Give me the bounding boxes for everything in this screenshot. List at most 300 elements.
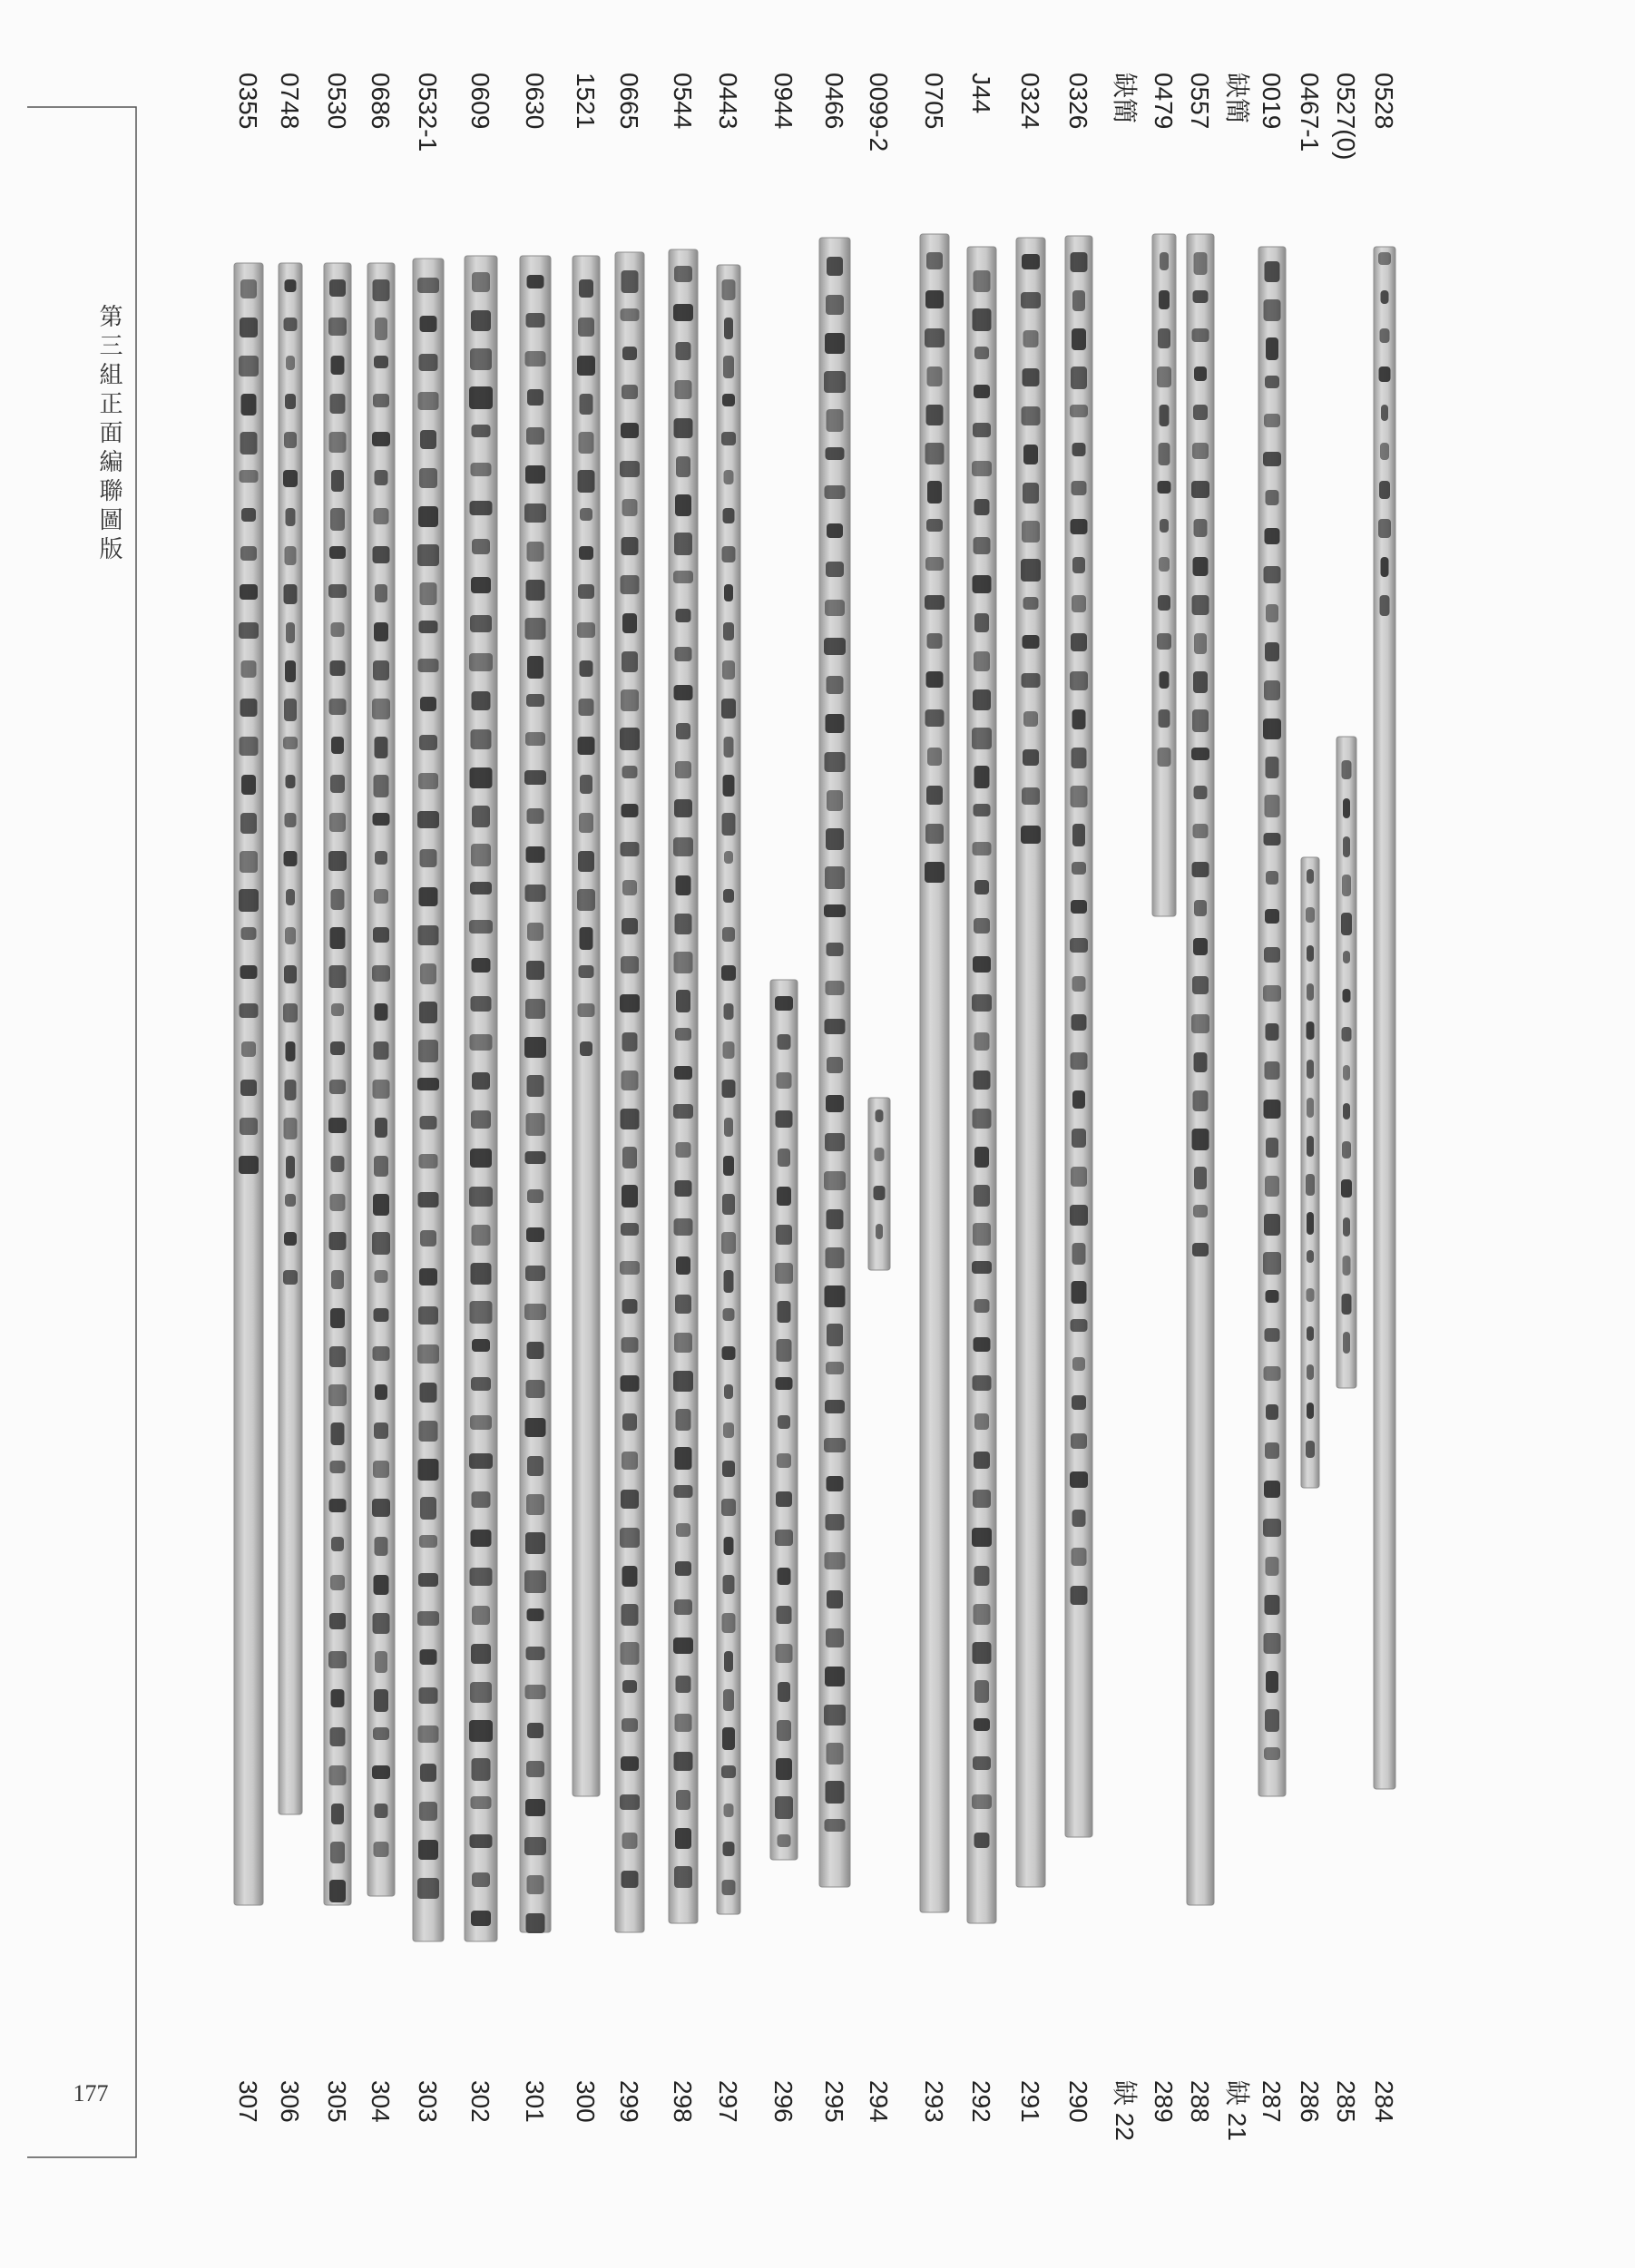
- ink-glyph: [1265, 642, 1279, 661]
- ink-glyph: [1343, 1065, 1350, 1080]
- ink-glyph: [1192, 862, 1209, 877]
- ink-glyph: [675, 761, 691, 778]
- ink-glyph: [373, 1346, 390, 1361]
- ink-glyph: [825, 485, 846, 499]
- ink-glyph: [776, 1225, 792, 1245]
- ink-glyph: [1070, 1205, 1088, 1226]
- ink-glyph: [1265, 795, 1280, 817]
- ink-glyph: [1266, 604, 1278, 622]
- ink-glyph: [1072, 481, 1087, 495]
- ink-glyph: [974, 347, 989, 359]
- ink-glyph: [724, 1804, 734, 1817]
- ink-glyph: [974, 1680, 989, 1703]
- ink-glyph: [331, 356, 345, 375]
- ink-glyph: [775, 1796, 793, 1819]
- ink-glyph: [241, 394, 257, 415]
- ink-glyph: [1023, 330, 1039, 347]
- ink-glyph: [286, 1041, 296, 1061]
- ink-glyph: [723, 356, 734, 378]
- ink-glyph: [1071, 1319, 1088, 1332]
- ink-glyph: [827, 943, 844, 956]
- original-slip-number: 1521: [572, 73, 600, 130]
- ink-glyph: [874, 1186, 886, 1200]
- ink-glyph: [1072, 595, 1086, 612]
- ink-glyph: [676, 342, 691, 360]
- ink-glyph: [1342, 1027, 1352, 1041]
- ink-glyph: [673, 1371, 693, 1392]
- arranged-slip-number: 301: [521, 2080, 549, 2123]
- ink-glyph: [722, 927, 735, 942]
- ink-glyph: [578, 318, 594, 337]
- ink-glyph: [974, 270, 991, 292]
- ink-glyph: [525, 618, 546, 640]
- bamboo-slip: [920, 234, 949, 1912]
- ink-glyph: [331, 1270, 344, 1289]
- ink-glyph: [417, 1344, 439, 1364]
- ink-glyph: [328, 584, 347, 598]
- ink-glyph: [420, 582, 437, 605]
- ink-glyph: [1022, 254, 1040, 269]
- original-slip-number: 0355: [234, 73, 262, 130]
- ink-glyph: [374, 1575, 389, 1595]
- ink-glyph: [1265, 1709, 1279, 1732]
- ink-glyph: [722, 279, 736, 300]
- ink-glyph: [1072, 862, 1086, 875]
- ink-glyph: [1194, 1052, 1208, 1072]
- ink-glyph: [927, 481, 942, 503]
- ink-glyph: [676, 1142, 691, 1158]
- bamboo-slip: [1187, 234, 1214, 1905]
- ink-glyph: [580, 394, 593, 415]
- ink-glyph: [420, 430, 436, 449]
- ink-glyph: [241, 660, 257, 678]
- ink-glyph: [1378, 252, 1391, 265]
- original-slip-number: 0630: [521, 73, 549, 130]
- ink-glyph: [420, 316, 437, 332]
- ink-glyph: [1307, 869, 1314, 884]
- ink-glyph: [1343, 1332, 1350, 1354]
- ink-glyph: [778, 1034, 791, 1050]
- ink-glyph: [1194, 252, 1208, 275]
- ink-glyph: [675, 914, 692, 934]
- ink-glyph: [1342, 760, 1352, 779]
- ink-glyph: [825, 1552, 846, 1569]
- ink-glyph: [925, 290, 944, 308]
- ink-glyph: [1307, 1326, 1314, 1341]
- ink-glyph: [525, 1266, 545, 1281]
- ink-glyph: [1158, 481, 1171, 494]
- ink-glyph: [471, 1530, 492, 1547]
- ink-glyph: [470, 1568, 493, 1586]
- ink-glyph: [778, 1682, 790, 1702]
- ink-glyph: [418, 1192, 439, 1207]
- ink-glyph: [420, 1764, 436, 1782]
- ink-glyph: [331, 1003, 344, 1016]
- ink-glyph: [826, 1628, 844, 1647]
- ink-glyph: [622, 347, 637, 360]
- ink-glyph: [777, 1072, 792, 1089]
- ink-glyph: [525, 1799, 545, 1816]
- ink-glyph: [723, 1156, 734, 1176]
- bamboo-slip: [717, 265, 740, 1914]
- ink-glyph: [1343, 1256, 1351, 1276]
- ink-glyph: [676, 1676, 691, 1693]
- ink-glyph: [418, 1725, 439, 1743]
- ink-glyph: [1070, 671, 1088, 690]
- ink-glyph: [973, 1375, 992, 1391]
- ink-glyph: [375, 318, 387, 340]
- arranged-slip-number: 缺 21: [1223, 2080, 1251, 2141]
- ink-glyph: [1191, 748, 1209, 760]
- slip-strip: [1374, 247, 1395, 1789]
- original-slip-number: 0479: [1150, 73, 1178, 130]
- ink-glyph: [472, 1225, 491, 1246]
- ink-glyph: [1023, 635, 1040, 649]
- ink-glyph: [622, 651, 638, 672]
- ink-glyph: [471, 463, 492, 476]
- ink-glyph: [375, 584, 387, 602]
- ink-glyph: [577, 622, 595, 638]
- ink-glyph: [1192, 976, 1209, 994]
- ink-glyph: [284, 432, 297, 448]
- ink-glyph: [827, 1209, 844, 1229]
- ink-glyph: [330, 1308, 345, 1328]
- ink-glyph: [724, 737, 734, 758]
- ink-glyph: [676, 990, 690, 1012]
- ink-glyph: [676, 723, 690, 739]
- ink-glyph: [417, 1078, 439, 1090]
- ink-glyph: [1160, 671, 1170, 689]
- ink-glyph: [470, 767, 493, 788]
- ink-glyph: [419, 468, 437, 488]
- ink-glyph: [286, 356, 295, 370]
- bamboo-slip: [967, 247, 996, 1923]
- ink-glyph: [724, 1537, 734, 1555]
- ink-glyph: [622, 499, 638, 516]
- ink-glyph: [927, 748, 942, 766]
- arranged-slip-number: 289: [1150, 2080, 1178, 2123]
- ink-glyph: [778, 1415, 790, 1429]
- ink-glyph: [972, 994, 992, 1012]
- ink-glyph: [674, 1485, 693, 1498]
- ink-glyph: [674, 418, 693, 438]
- ink-glyph: [373, 546, 390, 563]
- ink-glyph: [622, 270, 639, 293]
- ink-glyph: [1264, 299, 1281, 321]
- ink-glyph: [286, 889, 295, 905]
- ink-glyph: [526, 694, 544, 707]
- ink-glyph: [285, 1194, 296, 1207]
- ink-glyph: [329, 1765, 347, 1785]
- ink-glyph: [329, 1880, 346, 1902]
- ink-glyph: [974, 1070, 991, 1090]
- ink-glyph: [1342, 1294, 1352, 1315]
- ink-glyph: [622, 880, 637, 895]
- ink-glyph: [1072, 1129, 1086, 1148]
- ink-glyph: [420, 1230, 436, 1246]
- ink-glyph: [1071, 1586, 1088, 1605]
- ink-glyph: [674, 799, 692, 817]
- ink-glyph: [827, 1590, 843, 1608]
- ink-glyph: [673, 1104, 693, 1119]
- ink-glyph: [472, 425, 491, 437]
- ink-glyph: [1264, 1633, 1281, 1654]
- ink-glyph: [375, 470, 388, 485]
- ink-glyph: [1194, 367, 1207, 381]
- ink-glyph: [1342, 1141, 1351, 1158]
- ink-glyph: [622, 766, 638, 778]
- ink-glyph: [330, 660, 346, 676]
- ink-glyph: [419, 1002, 437, 1023]
- ink-glyph: [372, 432, 390, 446]
- ink-glyph: [825, 1133, 845, 1151]
- ink-glyph: [722, 546, 736, 562]
- ink-glyph: [974, 1566, 990, 1586]
- ink-glyph: [1264, 1214, 1280, 1236]
- ink-glyph: [331, 889, 345, 910]
- ink-glyph: [1193, 938, 1208, 955]
- ink-glyph: [1072, 748, 1087, 768]
- ink-glyph: [330, 775, 345, 793]
- ink-glyph: [527, 656, 543, 679]
- ink-glyph: [372, 1232, 390, 1255]
- arranged-slip-number: 307: [234, 2080, 262, 2123]
- ink-glyph: [472, 1606, 490, 1625]
- ink-glyph: [527, 275, 544, 288]
- ink-glyph: [676, 456, 690, 477]
- ink-glyph: [1072, 1090, 1085, 1109]
- ink-glyph: [1343, 836, 1350, 857]
- ink-glyph: [778, 1834, 791, 1847]
- ink-glyph: [240, 318, 258, 337]
- bamboo-slip: [868, 1098, 890, 1270]
- ink-glyph: [1071, 1167, 1087, 1187]
- ink-glyph: [329, 432, 347, 453]
- arranged-slip-number: 291: [1016, 2080, 1044, 2123]
- ink-glyph: [329, 1232, 347, 1250]
- ink-glyph: [724, 851, 733, 864]
- ink-glyph: [373, 1194, 389, 1216]
- ink-glyph: [776, 1758, 792, 1780]
- ink-glyph: [580, 775, 592, 794]
- ink-glyph: [621, 1375, 640, 1392]
- ink-glyph: [675, 494, 691, 516]
- ink-glyph: [622, 1452, 638, 1470]
- ink-glyph: [1263, 1252, 1281, 1275]
- ink-glyph: [1266, 1557, 1279, 1576]
- ink-glyph: [1381, 290, 1389, 304]
- ink-glyph: [724, 470, 734, 484]
- ink-glyph: [374, 1308, 389, 1322]
- ink-glyph: [374, 1156, 388, 1177]
- ink-glyph: [525, 999, 545, 1019]
- ink-glyph: [419, 621, 438, 633]
- ink-glyph: [972, 1528, 992, 1547]
- ink-glyph: [1265, 261, 1280, 282]
- ink-glyph: [527, 1075, 544, 1097]
- ink-glyph: [826, 562, 844, 577]
- ink-glyph: [775, 1263, 793, 1284]
- ink-glyph: [974, 1032, 990, 1051]
- ink-glyph: [825, 1286, 846, 1307]
- ink-glyph: [674, 1066, 692, 1080]
- ink-glyph: [373, 1080, 390, 1099]
- ink-glyph: [331, 1537, 344, 1551]
- ink-glyph: [331, 1422, 345, 1445]
- original-slip-number: J44: [967, 73, 995, 114]
- ink-glyph: [723, 775, 735, 797]
- ink-glyph: [777, 1720, 791, 1741]
- ink-glyph: [419, 1268, 437, 1286]
- ink-glyph: [1307, 1364, 1314, 1380]
- ink-glyph: [375, 1384, 387, 1400]
- ink-glyph: [525, 351, 546, 367]
- ink-glyph: [419, 1535, 437, 1548]
- ink-glyph: [974, 1452, 990, 1469]
- ink-glyph: [471, 844, 491, 866]
- ink-glyph: [1191, 481, 1209, 498]
- ink-glyph: [1022, 521, 1040, 543]
- ink-glyph: [776, 1110, 793, 1128]
- ink-glyph: [373, 1727, 389, 1740]
- ink-glyph: [974, 537, 991, 554]
- ink-glyph: [373, 394, 389, 407]
- ink-glyph: [972, 461, 992, 476]
- ink-glyph: [283, 1270, 298, 1285]
- ink-glyph: [373, 1613, 390, 1634]
- ink-glyph: [826, 1247, 845, 1268]
- ink-glyph: [1023, 749, 1039, 766]
- ink-glyph: [1023, 483, 1039, 503]
- ink-glyph: [674, 685, 693, 700]
- original-slip-number: 0944: [769, 73, 798, 130]
- ink-glyph: [328, 1384, 347, 1406]
- ink-glyph: [330, 1575, 345, 1590]
- ink-glyph: [526, 580, 545, 601]
- ink-glyph: [373, 813, 390, 826]
- ink-glyph: [826, 981, 845, 995]
- ink-glyph: [1307, 1136, 1314, 1157]
- original-slip-number: 0544: [669, 73, 697, 130]
- ink-glyph: [418, 392, 439, 410]
- ink-glyph: [826, 1514, 845, 1530]
- ink-glyph: [827, 1743, 844, 1765]
- ink-glyph: [470, 1415, 492, 1430]
- ink-glyph: [721, 1232, 736, 1254]
- bamboo-slip: [819, 238, 850, 1887]
- ink-glyph: [1266, 1671, 1278, 1693]
- arranged-slip-number: 287: [1258, 2080, 1286, 2123]
- bamboo-slip: [573, 256, 600, 1796]
- ink-glyph: [419, 735, 437, 750]
- ink-glyph: [469, 1187, 493, 1207]
- ink-glyph: [330, 394, 346, 414]
- ink-glyph: [973, 1642, 992, 1664]
- ink-glyph: [284, 851, 298, 866]
- ink-glyph: [375, 737, 388, 758]
- ink-glyph: [1160, 252, 1169, 270]
- ink-glyph: [526, 1113, 545, 1136]
- ink-glyph: [1342, 875, 1351, 896]
- ink-glyph: [240, 1003, 259, 1018]
- ink-glyph: [972, 1794, 992, 1809]
- ink-glyph: [721, 1499, 736, 1516]
- ink-glyph: [524, 503, 546, 523]
- ink-glyph: [1071, 1433, 1087, 1449]
- ink-glyph: [419, 887, 438, 906]
- ink-glyph: [577, 356, 595, 376]
- ink-glyph: [1381, 557, 1389, 577]
- ink-glyph: [419, 1802, 437, 1821]
- ink-glyph: [974, 804, 991, 816]
- ink-glyph: [826, 1781, 845, 1804]
- ink-glyph: [240, 584, 258, 600]
- ink-glyph: [579, 279, 593, 298]
- ink-glyph: [826, 828, 844, 850]
- ink-glyph: [1263, 719, 1281, 739]
- ink-glyph: [1341, 913, 1352, 935]
- original-slip-number: 0532-1: [414, 73, 442, 152]
- ink-glyph: [285, 813, 297, 827]
- ink-glyph: [621, 689, 639, 711]
- ink-glyph: [973, 689, 991, 710]
- ink-glyph: [974, 1147, 989, 1168]
- ink-glyph: [826, 447, 845, 460]
- ink-glyph: [1021, 559, 1041, 582]
- ink-glyph: [973, 308, 992, 331]
- ink-glyph: [622, 1337, 639, 1353]
- ink-glyph: [1158, 748, 1171, 767]
- ink-glyph: [824, 1705, 846, 1725]
- ink-glyph: [329, 1346, 346, 1367]
- ink-glyph: [578, 851, 594, 872]
- ink-glyph: [1343, 951, 1350, 963]
- ink-glyph: [825, 752, 846, 772]
- ink-glyph: [1071, 633, 1087, 651]
- ink-glyph: [826, 1095, 844, 1112]
- ink-glyph: [621, 1642, 640, 1665]
- ink-glyph: [722, 1727, 735, 1750]
- ink-glyph: [722, 1346, 736, 1360]
- bamboo-slip: [520, 256, 551, 1933]
- ink-glyph: [374, 508, 389, 524]
- ink-glyph: [723, 622, 734, 640]
- ink-glyph: [374, 1842, 389, 1857]
- ink-glyph: [1194, 633, 1207, 654]
- ink-glyph: [1378, 519, 1391, 538]
- ink-glyph: [470, 501, 493, 515]
- original-slip-number: 0467-1: [1296, 73, 1324, 152]
- ink-glyph: [1023, 597, 1039, 610]
- ink-glyph: [286, 1156, 295, 1178]
- ink-glyph: [621, 842, 640, 856]
- original-slip-number: 0443: [714, 73, 742, 130]
- ink-glyph: [527, 1608, 544, 1621]
- ink-glyph: [621, 1756, 639, 1771]
- ink-glyph: [776, 1377, 793, 1390]
- ink-glyph: [284, 318, 298, 331]
- ink-glyph: [827, 409, 844, 432]
- ink-glyph: [974, 1337, 991, 1352]
- ink-glyph: [973, 1223, 991, 1246]
- ink-glyph: [1263, 985, 1281, 1002]
- bamboo-slip: [279, 263, 302, 1814]
- ink-glyph: [330, 1842, 345, 1863]
- ink-glyph: [973, 1756, 991, 1770]
- ink-glyph: [973, 1109, 992, 1129]
- ink-glyph: [1307, 1098, 1314, 1118]
- bamboo-slip: [615, 252, 644, 1932]
